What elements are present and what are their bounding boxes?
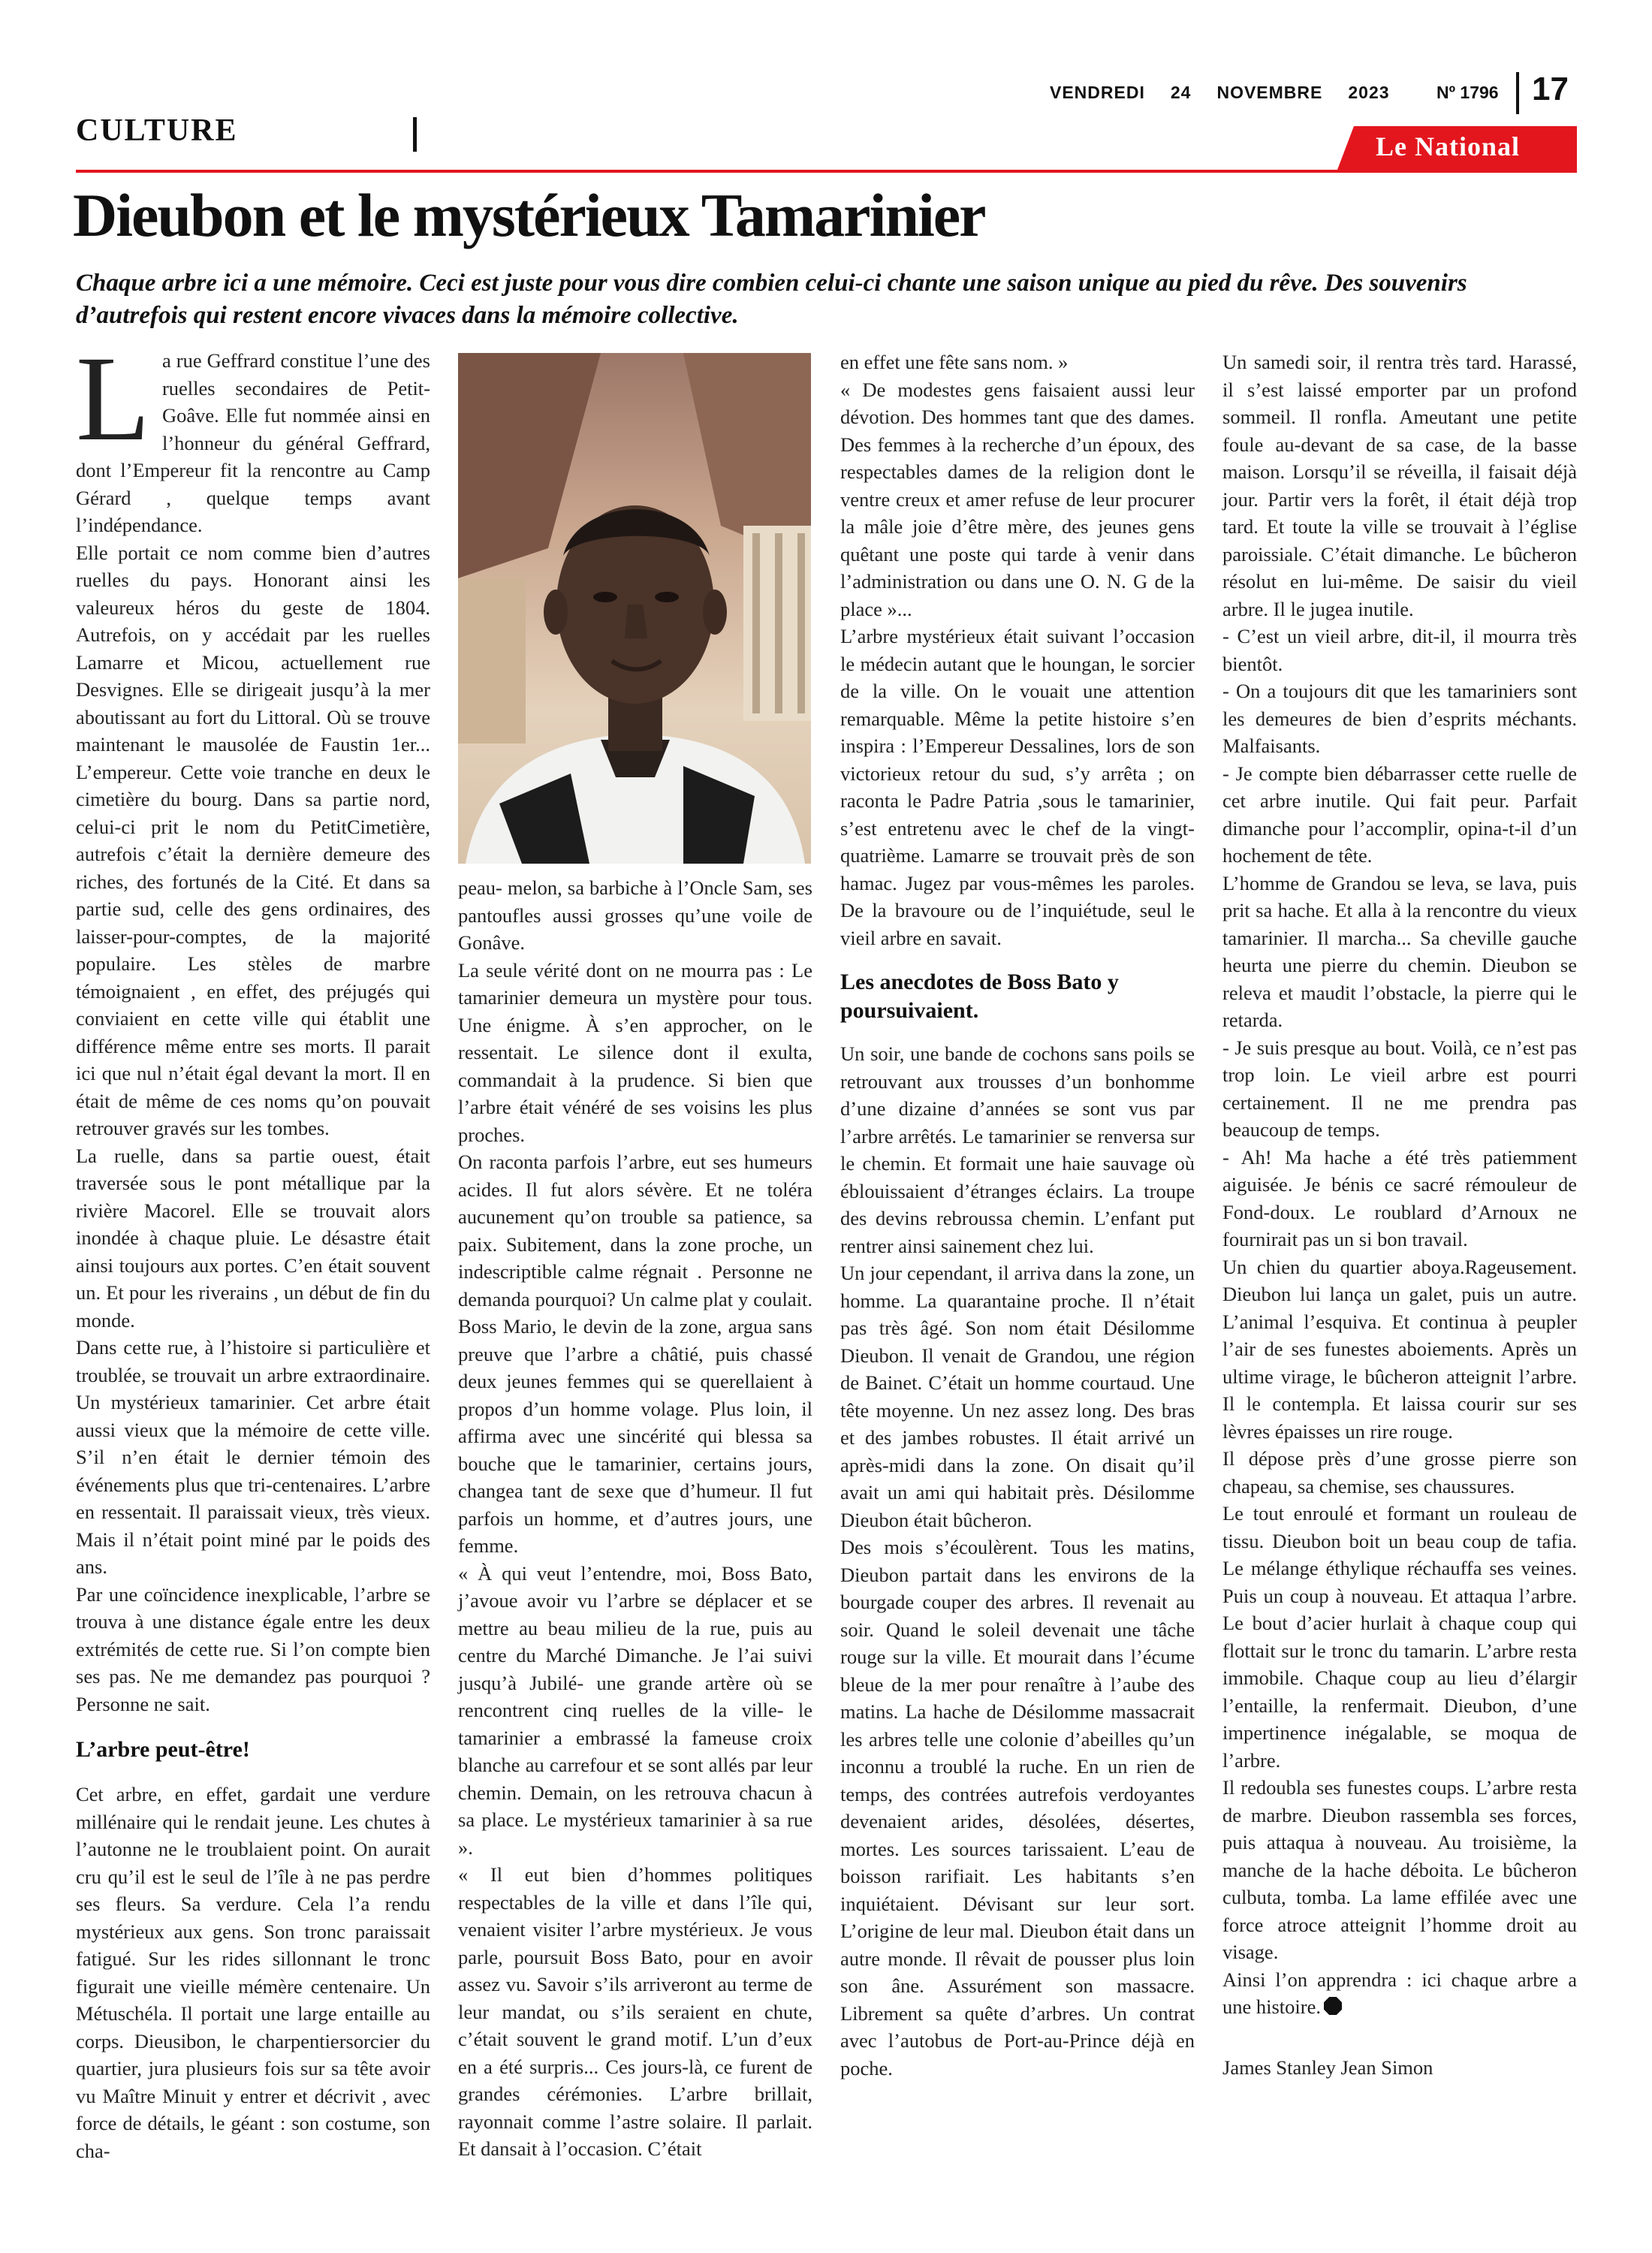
paragraph: Il dépose près d’une grosse pierre son chapeau, sa chemise, ses chaussures. [1222,1447,1577,1497]
paragraph: - Ah! Ma hache a été très patiemment aiguisée. Je bénis ce sacré rémouleur de Fond-doux. Le roublard d’Arnoux ne fournirait pas un si bon travail. [1222,1145,1577,1250]
paragraph: a rue Geffrard constitue l’une des ruelles secondaires de Petit-Goâve. Elle fut nommée ainsi en l’honneur du général Geffrard, dont l’Empereur fit la rencontre au Camp Gérard , quelque temps avant l’indépendance. [76,349,430,536]
paragraph: Un chien du quartier aboya.Rageusement. Dieubon lui lança un galet, puis un autre. L’animal l’esquiva. Et continua à peupler l’air de ses funestes aboiements. Après un ultime virage, le bûcheron atteignit l’arbre. Il le contempla. Et laissa courir sur ses lèvres épaisses un rire rouge. [1222,1255,1577,1443]
paragraph: La seule vérité dont on ne mourra pas : Le tamarinier demeura un mystère pour tous. Une énigme. À s’en approcher, on le ressentait. Le silence dont il exulta, commandait à la prudence. Si bien que l’arbre était vénéré de ses voisins les plus proches. [458,958,812,1146]
article-column-2 [458,874,812,2163]
issue-date [1050,83,1390,103]
paragraph: L’homme de Grandou se leva, se lava, puis prit sa hache. Et alla à la rencontre du vieux tamarinier. Il marcha... Sa cheville gauche heurta une pierre du chemin. Dieubon se releva et maudit l’obstacle, la pierre qui le retarda. [1222,871,1577,1031]
date-year: 2023 [1348,83,1390,102]
author-byline: James Stanley Jean Simon [1222,2055,1433,2079]
date-month: NOVEMBRE [1216,83,1323,102]
paragraph: La ruelle, dans sa partie ouest, était traversée sous le pont métallique par la rivière Macorel. Elle se trouvait alors inondée à chaque pluie. Le désastre était ainsi toujours aux portes. C’en était souvent un. Et pour les riverains , un début de fin du monde. [76,1144,430,1332]
article-lede: Chaque arbre ici a une mémoire. Ceci est juste pour vous dire combien celui-ci chante une saison unique au pied du rêve. Des souvenirs d’autrefois qui restent encore vivaces dans la mémoire collective. [76,270,1467,329]
paragraph: Dans cette rue, à l’histoire si particulière et troublée, se trouvait un arbre extraordinaire. Un mystérieux tamarinier. Cet arbre était aussi vieux que la mémoire de cette ville. S’il n’en était le dernier témoin des événements plus que tri-centenaires. L’arbre en ressentait. Il paraissait vieux, très vieux. Mais il n’était point miné par le poids des ans. [76,1336,430,1578]
paragraph: Il redoubla ses funestes coups. L’arbre resta de marbre. Dieubon rassembla ses forces, puis attaqua à nouveau. Au troisième, la manche de la hache déboita. Le bûcheron culbuta, tomba. La lame effilée avec une force atroce atteignit l’homme droit au visage. [1222,1776,1577,1963]
paragraph: Un jour cependant, il arriva dans la zone, un homme. La quarantaine proche. Il n’était pas très âgé. Son nom était Désilomme Dieubon. Il venait de Grandou, une région de Bainet. C’était un homme courtaud. Une tête moyenne. Un nez assez long. Des bras et des jambes robustes. Il était arrivé un après-midi dans la zone. On disait qu’il avait un ami qui habitait près. Désilomme Dieubon était bûcheron. [840,1262,1195,1531]
paragraph: Un soir, une bande de cochons sans poils se retrouvant aux trousses d’un bonhomme d’une dizaine d’années se sont vus par l’arbre arrêtés. Le tamarinier se renversa sur le chemin. Et formait une haie sauvage où éblouissaient d’étranges éclairs. La troupe des devins rebroussa chemin. L’enfant put rentrer ainsi sainement chez lui. [840,1042,1195,1257]
subheading: Les anecdotes de Boss Bato y poursuivaient. [840,970,1119,1023]
page-number-divider [1516,72,1519,114]
article-headline: Dieubon et le mystérieux Tamarinier [73,181,985,249]
paragraph: - C’est un vieil arbre, dit-il, il mourra très bientôt. [1222,625,1577,675]
subheading: L’arbre peut-être! [76,1737,250,1762]
article-column-4 [1222,348,1577,2081]
paragraph: « À qui veut l’entendre, moi, Boss Bato, j’avoue avoir vu l’arbre se déplacer et se mettre au beau milieu de la rue, puis au centre du Marché Dimanche. Je l’ai suivi jusqu’à Jubilé- une grande artère où se rencontrent cinq ruelles de la ville- le tamarinier a embrassé la fameuse croix blanche au carrefour et se sont allés par leur chemin. Demain, on les retrouva chacun à sa place. Le mystérieux tamarinier à sa rue ». [458,1561,812,1859]
newspaper-name: Le National [1376,131,1521,161]
article-column-1 [76,332,430,2164]
paragraph: Le tout enroulé et formant un rouleau de tissu. Dieubon boit un beau coup de tafia. Le mélange éthylique réchauffa ses veines. Puis un coup à nouveau. Et attaqua l’arbre. Le bout d’acier hurlait à chaque coup qui flottait sur le tronc du tamarin. L’arbre resta immobile. Chaque coup au lieu d’élargir l’entaille, la renfermait. Dieubon, d’une impertinence inégalable, se moqua de l’arbre. [1222,1502,1577,1772]
portrait-illustration [458,353,811,864]
header-rule [76,170,1577,173]
section-divider [413,117,417,152]
paragraph: « De modestes gens faisaient aussi leur dévotion. Des hommes tant que des dames. Des femmes à la recherche d’un époux, des respectables dames de la religion dont le ventre creux et amer refuse de leur procurer la mâle joie d’être mère, des jeunes gens quêtant une poste qui tarde à venir dans l’administration ou dans une O. N. G de la place »... [840,378,1195,620]
paragraph: Un samedi soir, il rentra très tard. Harassé, il s’est laissé emporter par un profond sommeil. Il ronfla. Ameutant une petite foule au-devant de sa case, de la basse maison. Lorsqu’il se réveilla, il faisait déjà jour. Partir vers la forêt, il était déjà trop tard. Et toute la ville se trouvait à l’église paroissiale. C’était dimanche. Le bûcheron résolut en lui-même. De saisir du vieil arbre. Il le jugea inutile. [1222,351,1577,620]
paragraph: « Il eut bien d’hommes politiques respectables de la ville et dans l’île qui, venaient visiter l’arbre mystérieux. Je vous parle, poursuit Boss Bato, pour en avoir assez vu. Savoir s’ils arriveront au terme de leur mandat, ou s’ils seraient en chute, c’était souvent le grand motif. L’un d’eux en a été surpris... Ces jours-là, ce furent de grandes cérémonies. L’arbre brillait, rayonnait comme l’astre solaire. Il parlait. Et dansait à l’occasion. C’était [458,1863,812,2160]
paragraph: Par une coïncidence inexplicable, l’arbre se trouva à une distance égale entre les deux extrémités de cette rue. Si l’on compte bien ses pas. Ne me demandez pas pourquoi ? Personne ne sait. [76,1582,430,1715]
end-of-article-icon [1324,1997,1342,2015]
article-column-3 [840,348,1195,2082]
drop-cap: L [76,332,150,466]
paragraph: - Je suis presque au bout. Voilà, ce n’est pas trop loin. Le vieil arbre est pourri certainement. Il ne me prendra pas beaucoup de temps. [1222,1036,1577,1141]
paragraph: - Je compte bien débarrasser cette ruelle de cet arbre inutile. Qui fait peur. Parfait dimanche pour l’accomplir, opina-t-il d’un hochement de tête. [1222,762,1577,867]
section-name: CULTURE [76,113,238,148]
paragraph: Elle portait ce nom comme bien d’autres ruelles du pays. Honorant ainsi les valeureux héros du geste de 1804. Autrefois, on y accédait par les ruelles Lamarre et Micou, actuellement rue Desvignes. Elle se dirigeait jusqu’à la mer aboutissant au fort du Littoral. Où se trouve maintenant le mausolée de Faustin 1er... L’empereur. Cette voie tranche en deux le cimetière du bourg. Dans sa partie nord, celui-ci prit le nom du PetitCimetière, autrefois c’était la dernière demeure des riches, des fortunés de la Cité. Et dans sa partie sud, celle des gens ordinaires, des laisser-pour-comptes, de la majorité populaire. Les stèles de marbre témoignaient , en effet, des préjugés qui conviaient en cette ville qui établit une différence même entre ses morts. Il parait ici que nul n’était égal devant la mort. Il en était de même de ces noms qu’on pouvait retrouver gravés sur les tombes. [76,541,430,1139]
closing-paragraph [1222,1966,1577,2021]
paragraph: - On a toujours dit que les tamariniers sont les demeures de bien d’esprits méchants. Malfaisants. [1222,680,1577,757]
issue-number: Nº 1796 [1436,83,1499,102]
paragraph: peau- melon, sa barbiche à l’Oncle Sam, ses pantoufles aussi grosses qu’une voile de Gonâve. [458,876,812,954]
closing-text: Ainsi l’on apprendra : ici chaque arbre a une histoire. [1222,1968,1577,2018]
author-photo [458,353,811,864]
paragraph: On raconta parfois l’arbre, eut ses humeurs acides. Il fut alors sévère. Et ne toléra aucunement qu’on trouble sa patience, sa paix. Subitement, dans la zone proche, un indescriptible calme régnait . Personne ne demanda pourquoi? Un calme plat y coulait. Boss Mario, le devin de la zone, argua sans preuve que l’arbre a châtié, puis chassé deux jeunes femmes qui se querellaient à propos d’un homme volage. Plus loin, il affirma avec une sincérité qui blessa sa bouche que le tamarinier, certains jours, changea tant de sexe que d’humeur. Il fut parfois un homme, et d’autres jours, une femme. [458,1151,812,1557]
paragraph: L’arbre mystérieux était suivant l’occasion le médecin autant que le houngan, le sorcier de la ville. On le vouait une attention remarquable. Même la petite histoire s’en inspira : l’Empereur Dessalines, lors de son victorieux retour du sud, s’y arrêta ; on raconta le Padre Patria ,sous le tamarinier, s’est entretenu avec le chef de la vingt-quatrième. Lamarre se trouvait près de son hamac. Jugez par vous-mêmes les paroles. De la bravoure ou de l’inquiétude, seul le vieil arbre en savait. [840,625,1195,949]
date-day: 24 [1170,83,1192,102]
paragraph: Des mois s’écoulèrent. Tous les matins, Dieubon partait dans les environs de la bourgade couper des arbres. Il revenait au soir. Quand le soleil devenait une tâche rouge sur la ville. Et mourait dans l’écume bleue de la mer pour renaître à l’aube des matins. La hache de Désilomme massacrait les arbres telle une colonie d’abeilles qu’un inconnu a troublé la ruche. En un rien de temps, des contrées autrefois verdoyantes devenaient arides, désolées, désertes, mortes. Les sources tarissaient. L’eau de boisson rarifiait. Les habitants s’en inquiétaient. Dévisant sur leur sort. L’origine de leur mal. Dieubon était dans un autre monde. Il rêvait de pousser plus loin son âne. Assurément son massacre. Librement sa quête d’arbres. Un contrat avec l’autobus de Port-au-Prince déjà en poche. [840,1536,1195,2080]
date-weekday: VENDREDI [1050,83,1145,102]
paragraph: Cet arbre, en effet, gardait une verdure millénaire qui le rendait jeune. Les chutes à l’autonne ne le troublaient point. On aurait cru qu’il est le seul de l’île à ne pas perdre ses fleurs. Sa verdure. Cela l’a rendu mystérieux aux gens. Son tronc paraissait fatigué. Sur les rides sillonnant le tronc figurait une vieille mémère centenaire. Un Métuschéla. Il portait une large entaille au corps. Dieusibon, le charpentiersorcier du quartier, jura plusieurs fois sur sa tête avoir vu Maître Minuit y entrer et décrivit , avec force de détails, le géant : son costume, son cha- [76,1783,430,2162]
paragraph: en effet une fête sans nom. » [840,351,1069,373]
page-number: 17 [1532,71,1569,107]
